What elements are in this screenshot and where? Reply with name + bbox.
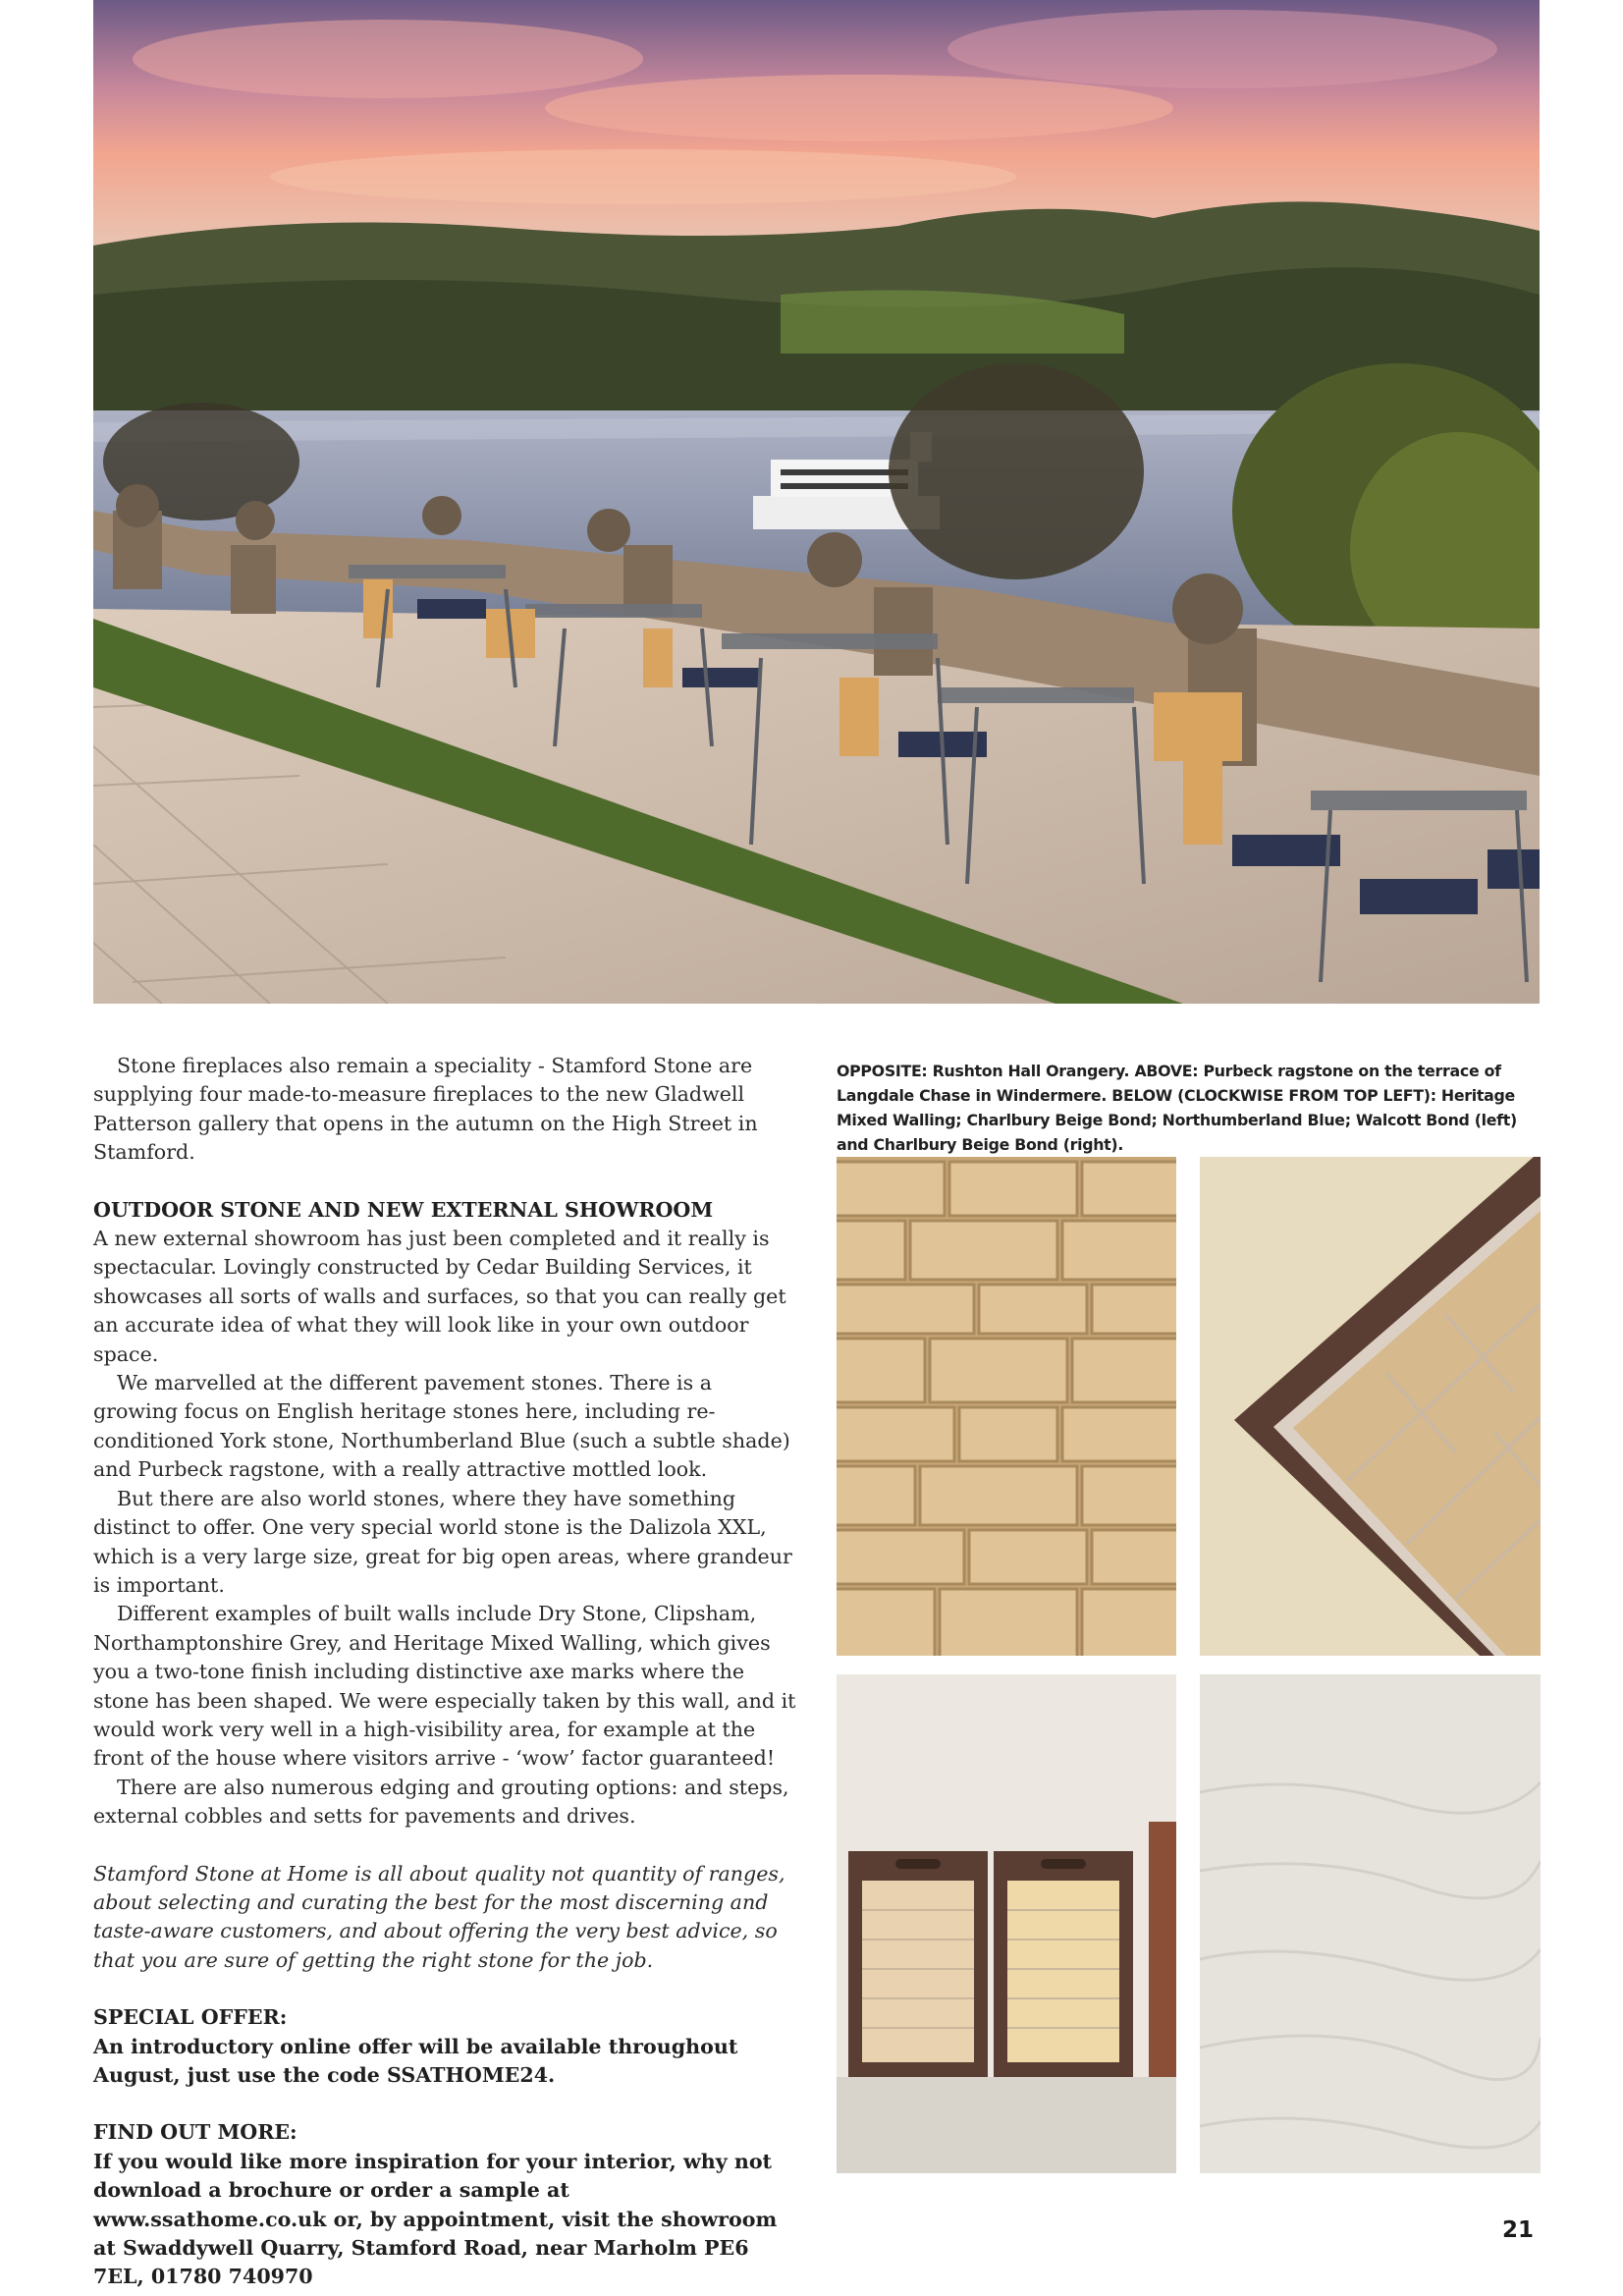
find-out-more-heading: FIND OUT MORE: bbox=[93, 2120, 298, 2145]
lake-terrace-illustration bbox=[93, 0, 1540, 1004]
article-paragraph: A new external showroom has just been completed and it really is spectacular. Lovingly constructed by Cedar Building Services, it showcases all sorts of walls and surfaces, so that you can really get an accurate idea of what they will look like in your own outdoor space. bbox=[93, 1227, 786, 1366]
special-offer-heading: SPECIAL OFFER: bbox=[93, 2005, 288, 2030]
special-offer-text: An introductory online offer will be available throughout August, just use the code SSATHOME24. bbox=[93, 2034, 738, 2087]
article-paragraph: Stone fireplaces also remain a speciality - Stamford Stone are supplying four made-to-measure fireplaces to the new Gladwell Patterson gallery that opens in the autumn on the High Street in Stamford. bbox=[93, 1054, 758, 1165]
italic-summary: Stamford Stone at Home is all about quality not quantity of ranges, about selecting and curating the best for the most discerning and taste-aware customers, and about offering the very best advice, so that you are sure of getting the right stone for the job. bbox=[93, 1861, 785, 1972]
heritage-mixed-walling-photo bbox=[837, 1157, 1176, 1656]
hero-photo bbox=[93, 0, 1540, 1004]
find-out-more-text: If you would like more inspiration for your interior, why not download a brochure or order a sample at www.ssathome.co.uk or, by appointment, visit the showroom at Swaddywell Quarry, Stamford Road, near Marholm PE6 7EL, 01780 740970 bbox=[93, 2149, 778, 2289]
northumberland-blue-photo bbox=[1200, 1674, 1541, 2173]
walcott-bond-sample-boards-photo bbox=[837, 1674, 1176, 2173]
photo-caption: OPPOSITE: Rushton Hall Orangery. ABOVE: Purbeck ragstone on the terrace of Langdale Chase in Windermere. BELOW (CLOCKWISE FROM TOP LEFT): Heritage Mixed Walling; Charlbury Beige Bond; Northumberland Blue; Walcott Bond (left) and Charlbury Beige Bond (right). bbox=[837, 1062, 1517, 1154]
page-number: 21 bbox=[1502, 2217, 1535, 2243]
section-heading: OUTDOOR STONE AND NEW EXTERNAL SHOWROOM bbox=[93, 1197, 714, 1222]
article-paragraph: Different examples of built walls include Dry Stone, Clipsham, Northamptonshire Grey, and Heritage Mixed Walling, which gives you a two-tone finish including distinctive axe marks where the stone has been shaped. We were especially taken by this wall, and it would work very well in a high-visibility area, for example at the front of the house where visitors arrive - ‘wow’ factor guaranteed! bbox=[93, 1602, 796, 1771]
article-paragraph: We marvelled at the different pavement stones. There is a growing focus on English heritage stones here, including re-conditioned York stone, Northumberland Blue (such a subtle shade) and Purbeck ragstone, with a really attractive mottled look. bbox=[93, 1371, 790, 1482]
article-paragraph: There are also numerous edging and grouting options: and steps, external cobbles and setts for pavements and drives. bbox=[93, 1775, 789, 1829]
article-body bbox=[93, 1052, 800, 2292]
charlbury-beige-bond-photo bbox=[1200, 1157, 1541, 1656]
article-paragraph: But there are also world stones, where they have something distinct to offer. One very special world stone is the Dalizola XXL, which is a very large size, great for big open areas, where grandeur is important. bbox=[93, 1486, 792, 1597]
